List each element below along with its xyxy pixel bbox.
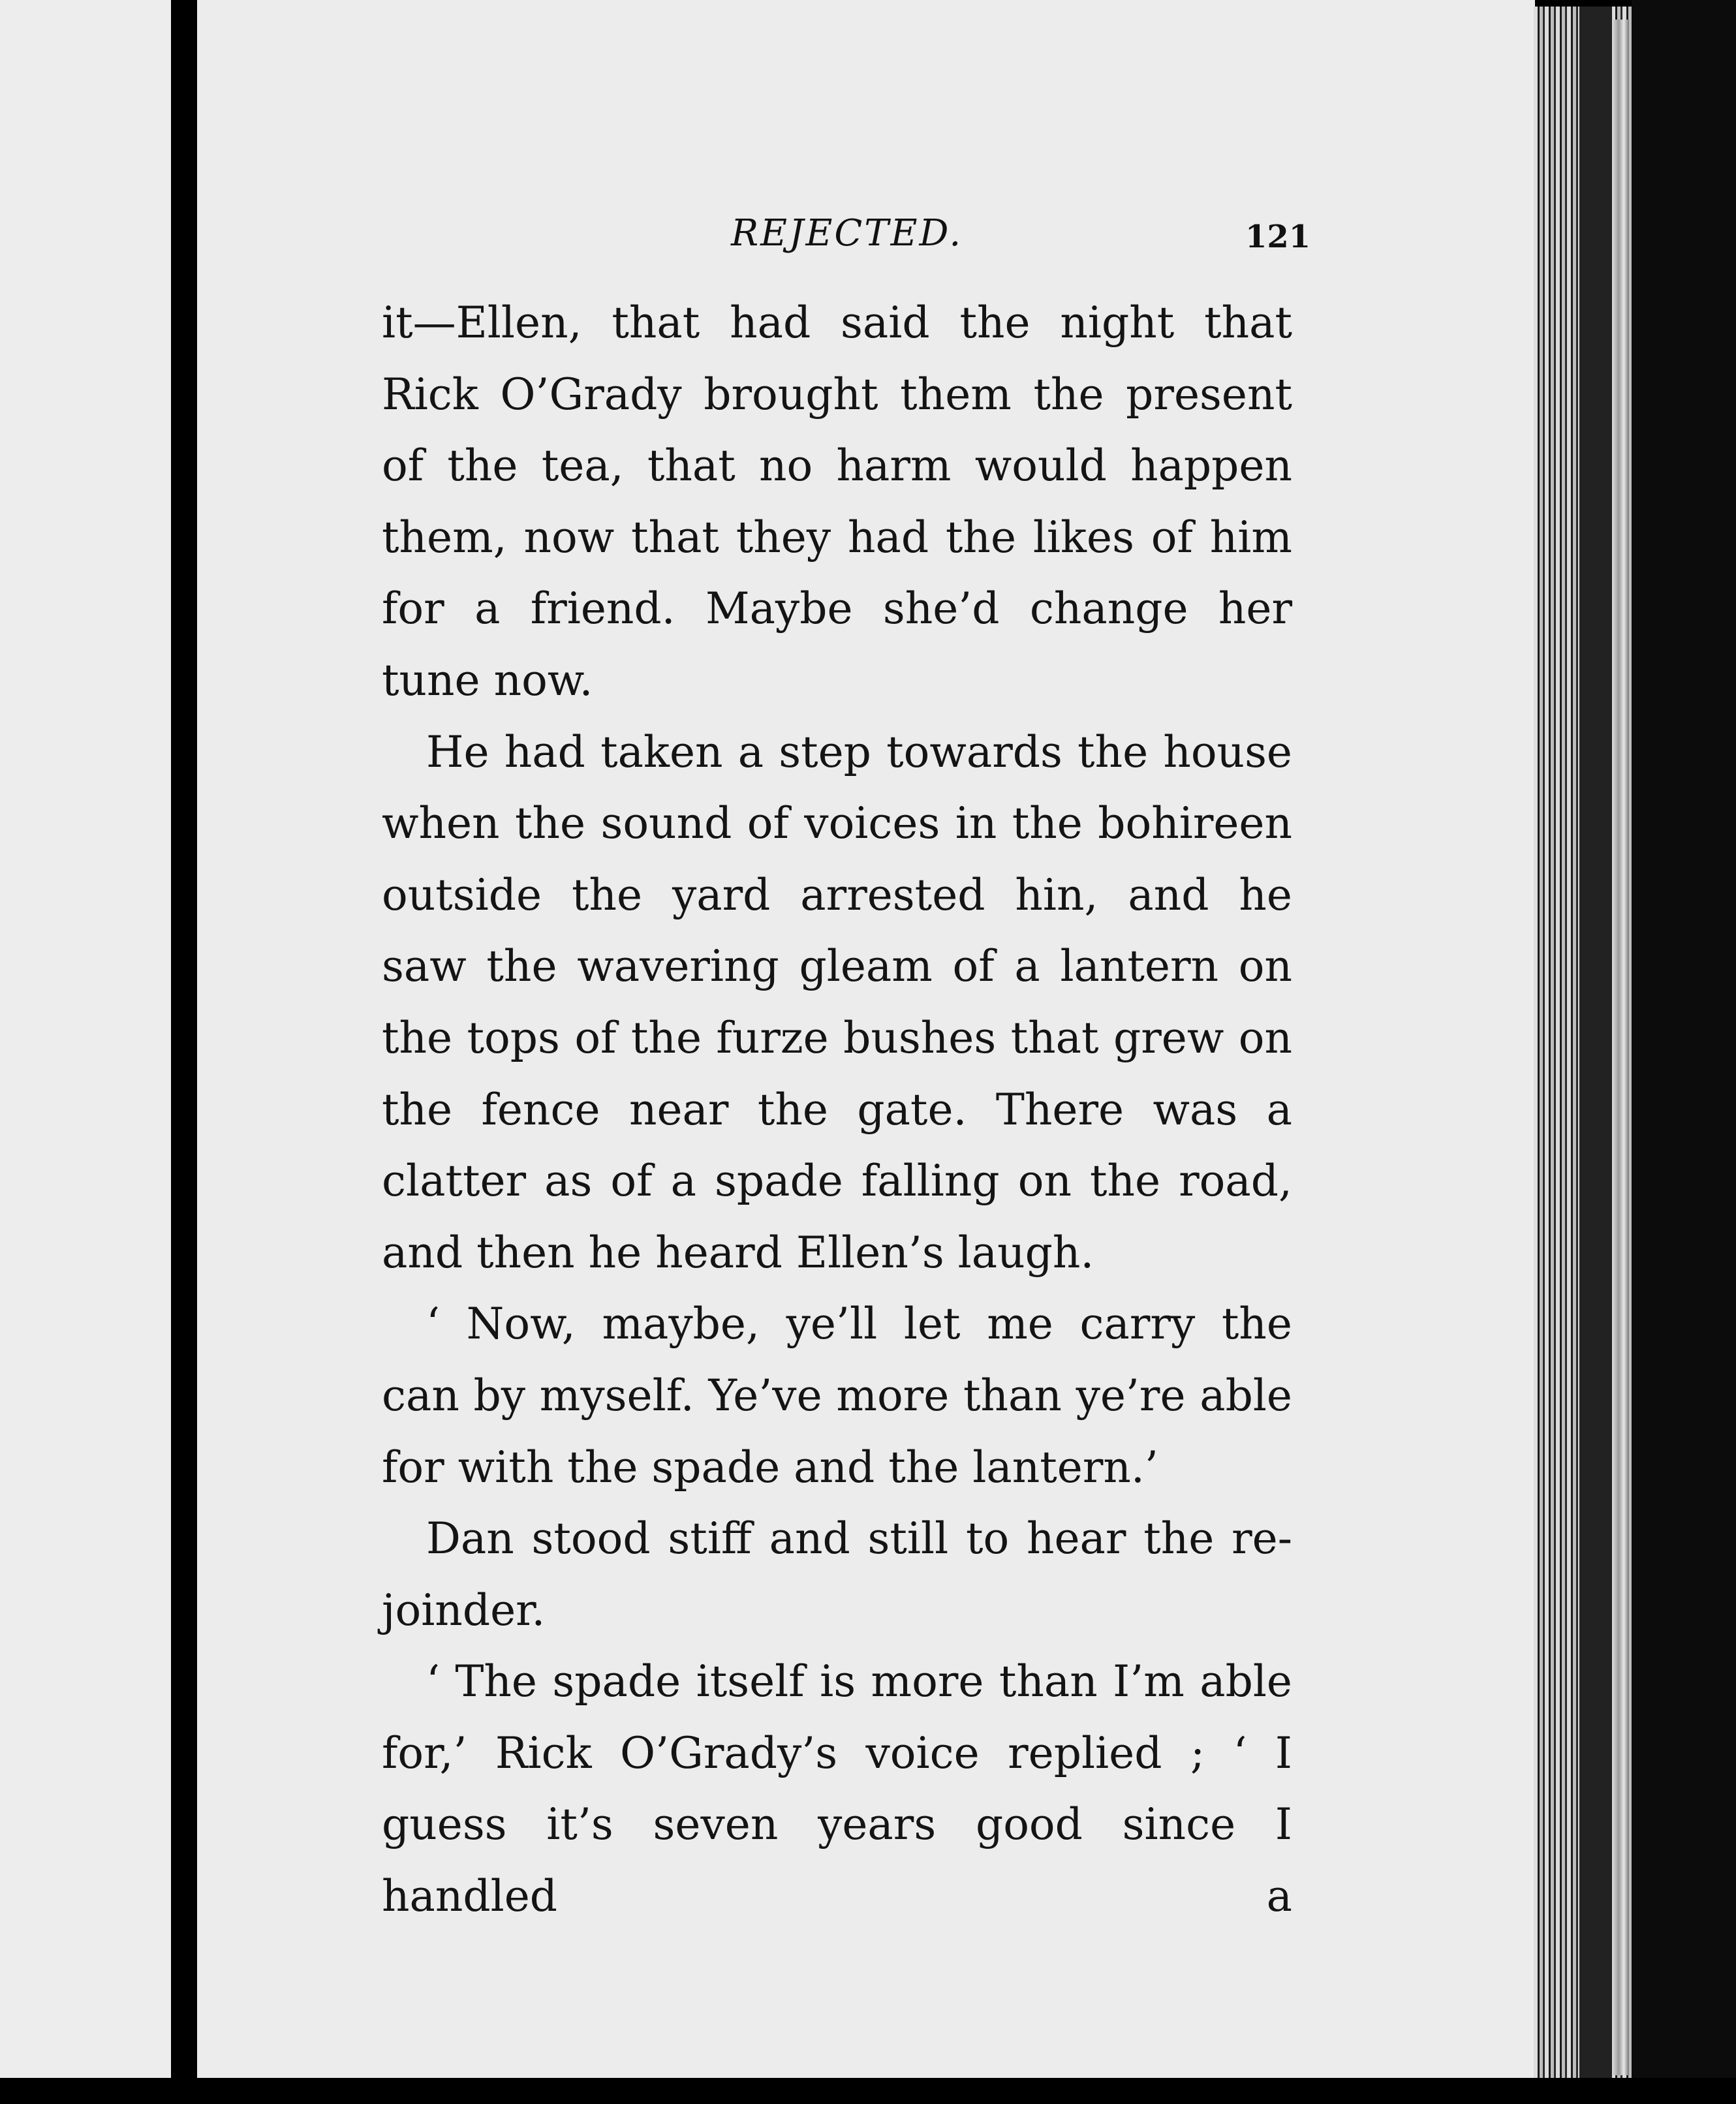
page-edges-shadow — [1579, 7, 1612, 2082]
page-number: 121 — [1245, 219, 1311, 255]
book-gutter — [171, 0, 197, 2104]
paragraph-3: ‘ Now, maybe, ye’ll let me carry the can by myself. Ye’ve more than ye’re able for with the spade and the lantern.’ — [382, 1299, 1292, 1493]
book-cover — [1632, 0, 1736, 2104]
scan-border — [0, 2078, 1736, 2104]
facing-page — [0, 0, 171, 2104]
paragraph-5: ‘ The spade itself is more than I’m able for,’ Rick O’Grady’s voice replied ; ‘ I guess it’s seven years good since I handled a — [382, 1656, 1292, 1922]
running-head: REJECTED. — [731, 212, 963, 255]
body-text — [382, 287, 1292, 1932]
paragraph-1: it—Ellen, that had said the night that Rick O’Grady brought them the present of the tea, that no harm would happen them, now that they had the likes of him for a friend. Maybe she’d change her tune now. — [382, 298, 1292, 705]
paragraph-2: He had taken a step towards the house when the sound of voices in the bohireen outside the yard arrested hin, and he saw the wavering gleam of a lantern on the tops of the furze bushes that grew on the fence near the gate. There was a clatter as of a spade falling on the road, and then he heard Ellen’s laugh. — [382, 726, 1292, 1278]
paragraph-4: Dan stood stiff and still to hear the re- joinder. — [382, 1513, 1292, 1635]
page-edges-highlight — [1612, 20, 1629, 2075]
